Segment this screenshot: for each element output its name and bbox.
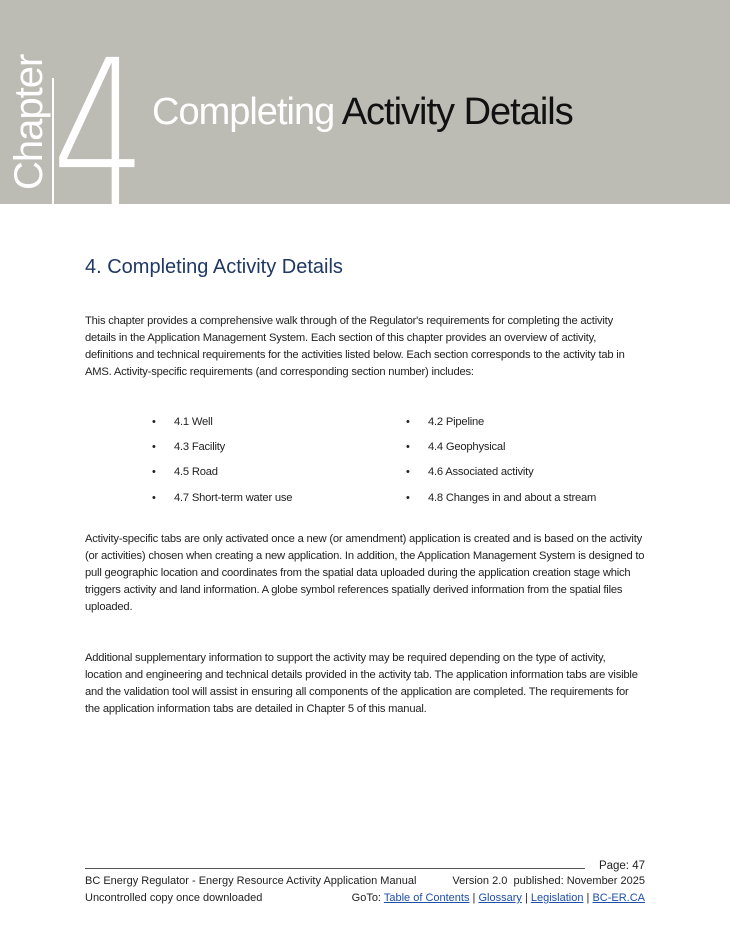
list-item: • 4.4 Geophysical bbox=[406, 439, 483, 455]
chapter-number: 4 bbox=[52, 16, 147, 256]
link-separator: | bbox=[586, 892, 590, 904]
supplementary-info-paragraph: Additional supplementary information to support the activity may be required depending on the type of activity, location and engineering and technical details provided in the activity tab. The application information tabs are visible and the validation tool will assist in ensuring all components of the application are completed. The requirements for the application information tabs are detailed in Chapter 5 of this manual. bbox=[85, 652, 638, 715]
toc-link[interactable]: Table of Contents bbox=[383, 892, 470, 904]
link-separator: | bbox=[524, 892, 528, 904]
goto-links bbox=[352, 891, 645, 906]
glossary-link[interactable]: Glossary bbox=[478, 892, 522, 904]
manual-title: BC Energy Regulator - Energy Resource Activity Application Manual bbox=[85, 875, 417, 887]
footer-manual-line bbox=[85, 874, 645, 889]
link-separator: | bbox=[472, 892, 476, 904]
footer-nav-line bbox=[85, 891, 645, 906]
page-number: Page: 47 bbox=[598, 860, 645, 872]
chapter-title bbox=[152, 90, 573, 134]
manual-version: Version 2.0 bbox=[452, 875, 508, 887]
goto-label: GoTo: bbox=[351, 892, 381, 904]
footer-divider bbox=[85, 868, 585, 869]
chapter-title-light: Completing bbox=[152, 91, 335, 133]
list-item: • 4.6 Associated activity bbox=[406, 464, 511, 480]
list-item: • 4.1 Well bbox=[152, 414, 191, 430]
uncontrolled-notice: Uncontrolled copy once downloaded bbox=[85, 892, 263, 904]
legislation-link[interactable]: Legislation bbox=[530, 892, 584, 904]
list-item: • 4.5 Road bbox=[152, 464, 196, 480]
chapter-word: Chapter bbox=[7, 54, 51, 190]
published-date: published: November 2025 bbox=[513, 875, 645, 887]
list-item: • 4.3 Facility bbox=[152, 439, 203, 455]
section-heading: 4. Completing Activity Details bbox=[85, 256, 343, 278]
chapter-title-dark: Activity Details bbox=[341, 91, 573, 133]
list-item: • 4.8 Changes in and about a stream bbox=[406, 490, 574, 506]
intro-paragraph: This chapter provides a comprehensive walk through of the Regulator's requirements for completing the activity details in the Application Management System. Each section of this chapter provides an overview of activity, definitions and technical requirements for the activities listed below. Each section corresponds to the activity tab in AMS. Activity-specific requirements (and corresponding section number) includes: bbox=[85, 315, 625, 378]
list-item: • 4.2 Pipeline bbox=[406, 414, 462, 430]
chapter-banner bbox=[0, 0, 730, 256]
activity-tabs-paragraph: Activity-specific tabs are only activated once a new (or amendment) application is created and is based on the activity (or activities) chosen when creating a new application. In addition, the Application Management System is designed to pull geographic location and coordinates from the spatial data uploaded during the application creation stage which triggers activity and land information. A globe symbol references spatially derived information from the spatial files uploaded. bbox=[85, 533, 645, 613]
list-item: • 4.7 Short-term water use bbox=[152, 490, 270, 506]
bcer-site-link[interactable]: BC-ER.CA bbox=[592, 892, 645, 904]
